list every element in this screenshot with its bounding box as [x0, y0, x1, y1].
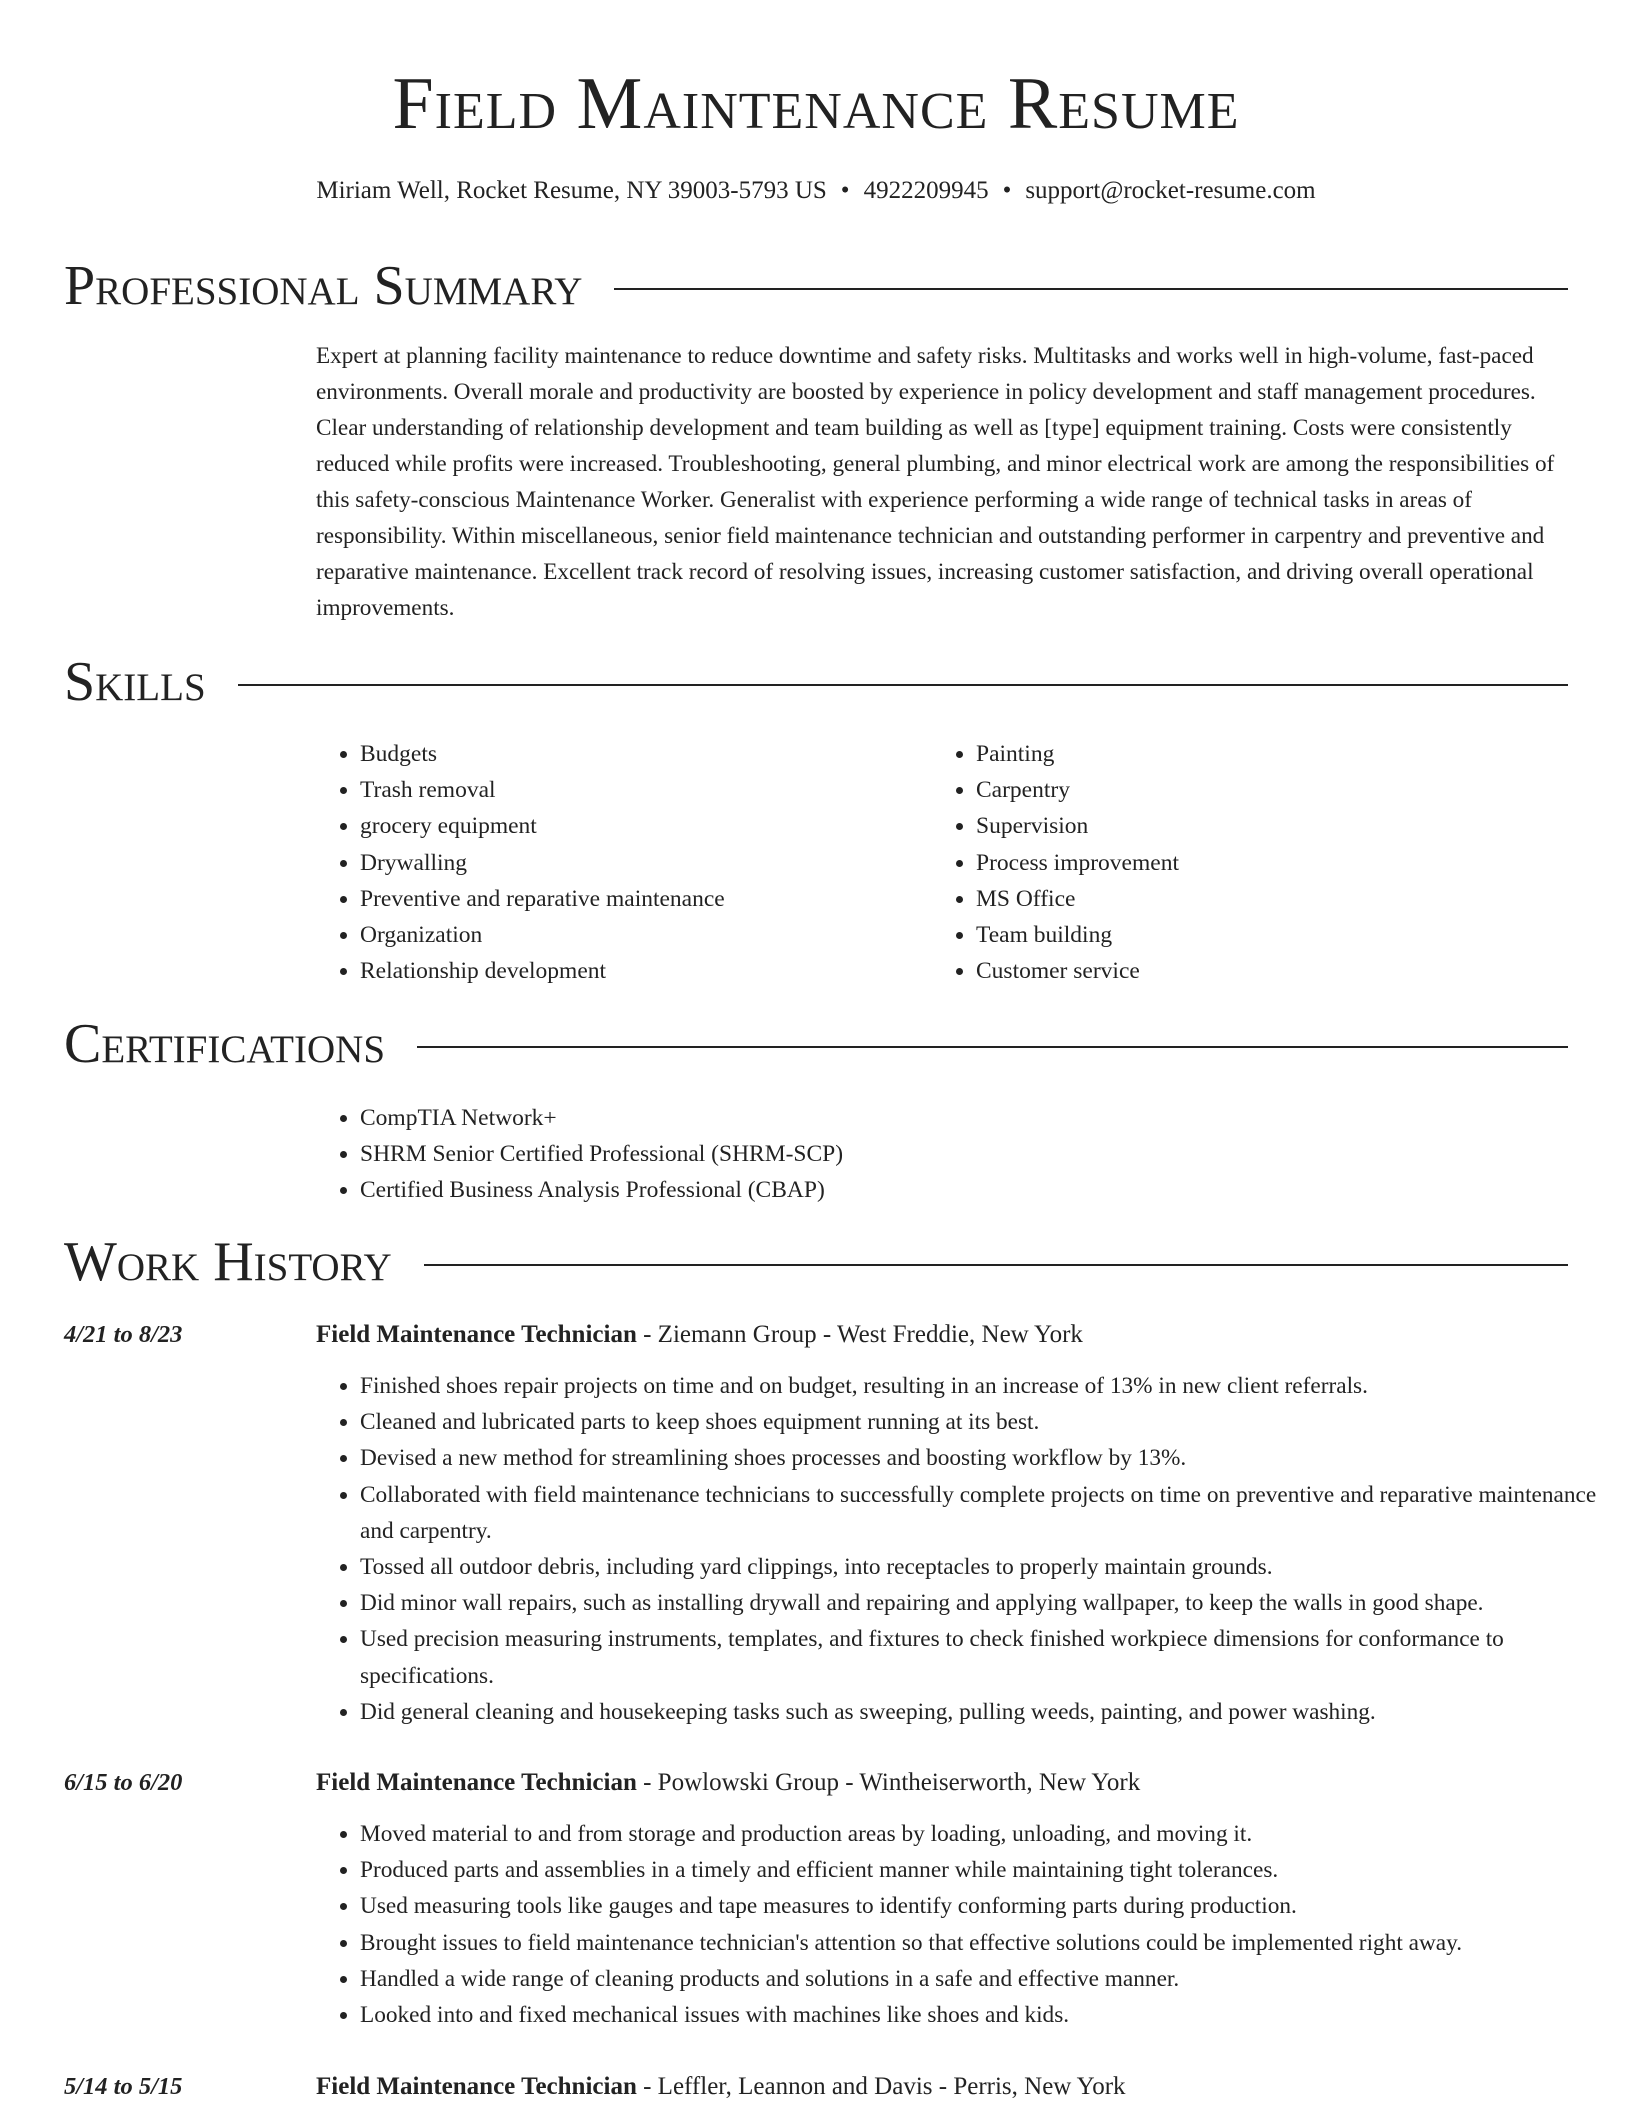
work-history-section-header [64, 1230, 1568, 1294]
contact-line [0, 174, 1632, 208]
job-title: Field Maintenance Technician [316, 1321, 637, 1348]
section-divider [614, 288, 1568, 290]
job-duty: • Handled a wide range of cleaning products and solutions in a safe and effective manner. [360, 1961, 1614, 1997]
certifications-section-header [64, 1012, 1568, 1076]
job-duty: • Brought issues to field maintenance technician's attention so that effective solutions could be implemented right away. [360, 1925, 1614, 1961]
section-divider [238, 684, 1568, 686]
job-duty: • Collaborated with field maintenance technicians to successfully complete projects on time on preventive and reparative maintenance and carpentry. [360, 1477, 1614, 1549]
skill-item: • MS Office [976, 881, 1576, 917]
summary-text: Expert at planning facility maintenance to reduce downtime and safety risks. Multitasks and works well in high-volume, fast-paced environments. Overall morale and productivity are boosted by experience in policy development and staff management procedures. Clear understanding of relationship development and team building as well as [type] equipment training. Costs were consistently reduced while profits were increased. Troubleshooting, general plumbing, and minor electrical work are among the responsibilities of this safety-conscious Maintenance Worker. Generalist with experience performing a wide range of technical tasks in areas of responsibility. Within miscellaneous, senior field maintenance technician and outstanding performer in carpentry and preventive and reparative maintenance. Excellent track record of resolving issues, increasing customer satisfaction, and driving overall operational improvements. [316, 343, 1555, 621]
job-duties-list [316, 1368, 1614, 1730]
skill-item: • Organization [360, 917, 920, 953]
job-heading [316, 1318, 1083, 1352]
work-history-section-title: Work History [64, 1231, 392, 1293]
job-dates: 4/21 to 8/23 [64, 1321, 183, 1348]
job-employer: - Ziemann Group - West Freddie, New York [636, 1321, 1083, 1348]
skill-item: • Preventive and reparative maintenance [360, 881, 920, 917]
job-dates: 5/14 to 5/15 [64, 2073, 183, 2100]
contact-phone: 4922209945 [863, 177, 989, 204]
skill-item: • Relationship development [360, 953, 920, 989]
skill-item: • grocery equipment [360, 808, 920, 844]
job-duty: • Finished shoes repair projects on time and on budget, resulting in an increase of 13% in new client referrals. [360, 1368, 1614, 1404]
job-duties-list [316, 1816, 1614, 2033]
job-duty: • Produced parts and assemblies in a timely and efficient manner while maintaining tight tolerances. [360, 1852, 1614, 1888]
skill-item: • Budgets [360, 736, 920, 772]
resume-title: Field Maintenance Resume [392, 63, 1240, 145]
skills-list-right [932, 736, 1576, 989]
skills-section-title: Skills [64, 651, 206, 713]
job-employer: - Leffler, Leannon and Davis - Perris, New York [636, 2073, 1126, 2100]
job-title: Field Maintenance Technician [316, 2073, 637, 2100]
certification-item: • CompTIA Network+ [360, 1100, 1614, 1136]
section-divider [417, 1046, 1568, 1048]
certifications-list [316, 1100, 1614, 1208]
job-employer: - Powlowski Group - Wintheiserworth, New York [636, 1769, 1141, 1796]
contact-address: Miriam Well, Rocket Resume, NY 39003-5793 US [316, 177, 827, 204]
skill-item: • Carpentry [976, 772, 1576, 808]
job-duty: • Used precision measuring instruments, templates, and fixtures to check finished workpiece dimensions for conformance to specifications. [360, 1621, 1614, 1693]
skills-section-header [64, 650, 1568, 714]
job-duty: • Used measuring tools like gauges and tape measures to identify conforming parts during production. [360, 1888, 1614, 1924]
summary-section-header [64, 254, 1568, 318]
skills-list-left [316, 736, 920, 989]
skill-item: • Process improvement [976, 845, 1576, 881]
summary-section-title: Professional Summary [64, 255, 583, 317]
job-duty: • Tossed all outdoor debris, including yard clippings, into receptacles to properly maintain grounds. [360, 1549, 1614, 1585]
contact-email: support@rocket-resume.com [1025, 177, 1316, 204]
certification-item: • Certified Business Analysis Professional (CBAP) [360, 1172, 1614, 1208]
job-dates: 6/15 to 6/20 [64, 1769, 183, 1796]
certification-item: • SHRM Senior Certified Professional (SHRM-SCP) [360, 1136, 1614, 1172]
skill-item: • Painting [976, 736, 1576, 772]
certifications-section-title: Certifications [64, 1013, 386, 1075]
skill-item: • Customer service [976, 953, 1576, 989]
skill-item: • Drywalling [360, 845, 920, 881]
contact-separator: • [840, 177, 850, 204]
skill-item: • Supervision [976, 808, 1576, 844]
contact-separator: • [1002, 177, 1012, 204]
job-heading [316, 2070, 1126, 2104]
job-duty: • Looked into and fixed mechanical issues with machines like shoes and kids. [360, 1997, 1614, 2033]
job-duty: • Moved material to and from storage and production areas by loading, unloading, and moving it. [360, 1816, 1614, 1852]
skill-item: • Team building [976, 917, 1576, 953]
job-duty: • Did general cleaning and housekeeping tasks such as sweeping, pulling weeds, painting, and power washing. [360, 1694, 1614, 1730]
skill-item: • Trash removal [360, 772, 920, 808]
job-duty: • Devised a new method for streamlining shoes processes and boosting workflow by 13%. [360, 1440, 1614, 1476]
job-duty: • Did minor wall repairs, such as installing drywall and repairing and applying wallpaper, to keep the walls in good shape. [360, 1585, 1614, 1621]
job-duty: • Cleaned and lubricated parts to keep shoes equipment running at its best. [360, 1404, 1614, 1440]
section-divider [424, 1264, 1568, 1266]
job-heading [316, 1766, 1140, 1800]
job-title: Field Maintenance Technician [316, 1769, 637, 1796]
